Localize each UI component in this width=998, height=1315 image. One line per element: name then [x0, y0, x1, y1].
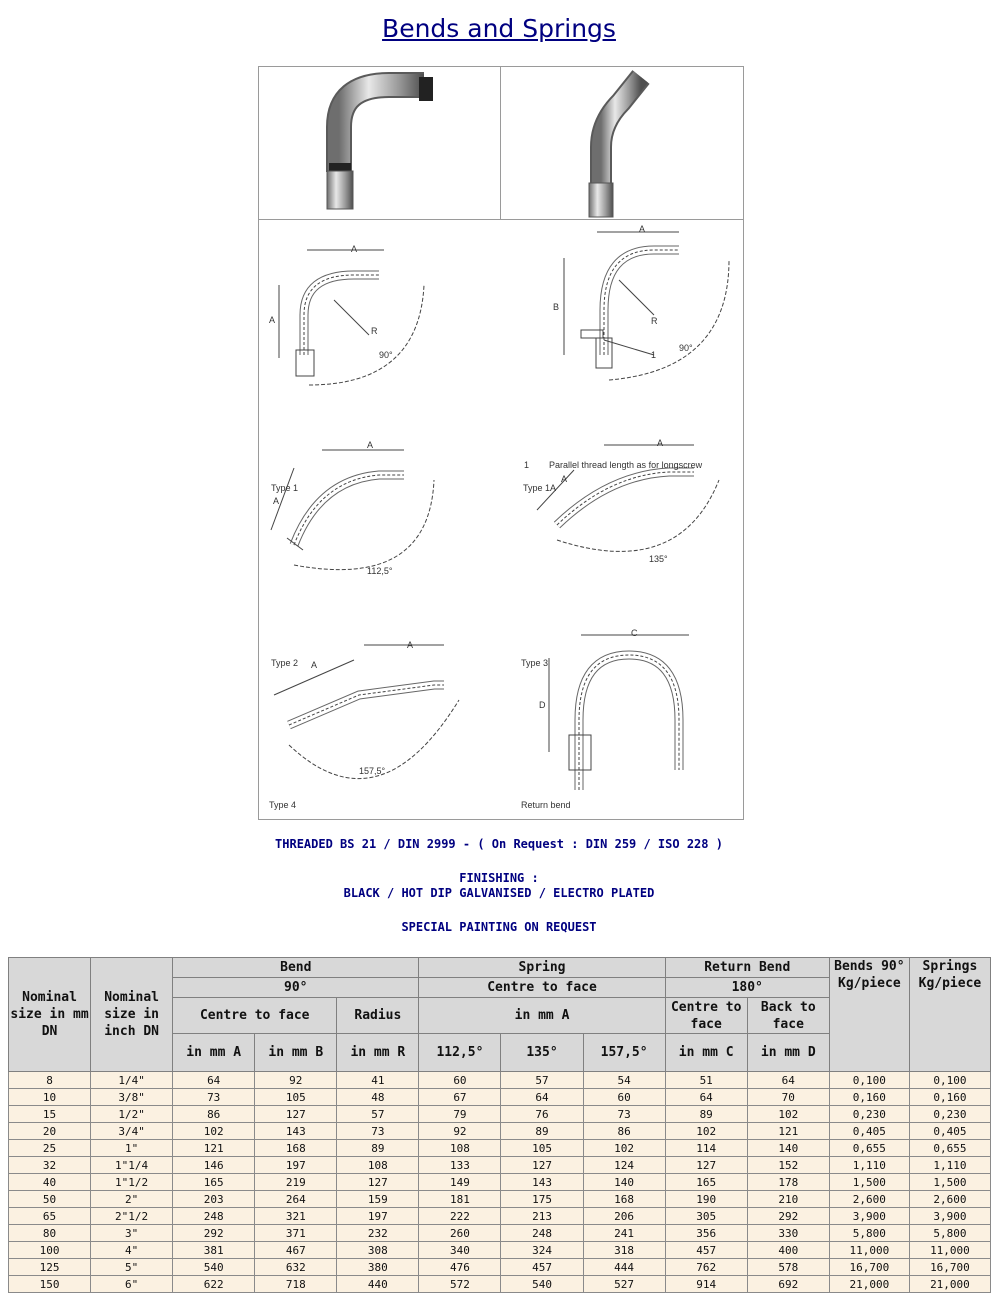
header-nominal-mm: Nominal size in mm DN: [9, 958, 91, 1072]
table-cell: 1/2": [91, 1106, 173, 1123]
table-cell: 0,100: [909, 1072, 990, 1089]
table-cell: 241: [583, 1225, 665, 1242]
table-cell: 11,000: [909, 1242, 990, 1259]
table-cell: 260: [419, 1225, 501, 1242]
table-cell: 3": [91, 1225, 173, 1242]
table-cell: 0,160: [909, 1089, 990, 1106]
table-cell: 168: [255, 1140, 337, 1157]
table-cell: 70: [747, 1089, 829, 1106]
table-cell: 444: [583, 1259, 665, 1276]
dim-label-a: A: [639, 224, 646, 234]
table-cell: 105: [255, 1089, 337, 1106]
table-cell: 57: [501, 1072, 583, 1089]
table-cell: 2": [91, 1191, 173, 1208]
note-text: Parallel thread length as for longscrew: [549, 460, 703, 470]
table-cell: 64: [747, 1072, 829, 1089]
header-bend-angle: 90°: [173, 978, 419, 998]
table-cell: 150: [9, 1276, 91, 1293]
header-in-mm-d: in mm D: [747, 1034, 829, 1072]
table-cell: 578: [747, 1259, 829, 1276]
table-cell: 124: [583, 1157, 665, 1174]
table-row: [9, 1140, 991, 1157]
table-cell: 64: [173, 1072, 255, 1089]
dim-label-a: A: [273, 496, 280, 506]
finishing-options: BLACK / HOT DIP GALVANISED / ELECTRO PLATED: [343, 886, 655, 900]
table-cell: 50: [9, 1191, 91, 1208]
table-cell: 21,000: [909, 1276, 990, 1293]
table-cell: 356: [665, 1225, 747, 1242]
header-angle-112: 112,5°: [419, 1034, 501, 1072]
table-cell: 371: [255, 1225, 337, 1242]
table-cell: 4": [91, 1242, 173, 1259]
table-row: [9, 1242, 991, 1259]
table-cell: 127: [501, 1157, 583, 1174]
table-cell: 3/8": [91, 1089, 173, 1106]
table-cell: 100: [9, 1242, 91, 1259]
table-row: [9, 1225, 991, 1242]
table-cell: 0,405: [909, 1123, 990, 1140]
table-cell: 1/4": [91, 1072, 173, 1089]
table-cell: 1,500: [829, 1174, 909, 1191]
table-cell: 121: [173, 1140, 255, 1157]
table-cell: 190: [665, 1191, 747, 1208]
table-cell: 149: [419, 1174, 501, 1191]
dim-label-a: A: [657, 438, 664, 448]
table-cell: 381: [173, 1242, 255, 1259]
caption-type-1a: Type 1A: [523, 483, 557, 493]
header-springs-weight: Springs Kg/piece: [909, 958, 990, 1072]
dim-label-r: R: [371, 326, 378, 336]
angle-label-112: 112,5°: [367, 566, 393, 576]
table-cell: 127: [255, 1106, 337, 1123]
table-cell: 2,600: [829, 1191, 909, 1208]
table-cell: 440: [337, 1276, 419, 1293]
table-cell: 457: [501, 1259, 583, 1276]
caption-type-2: Type 2: [271, 658, 299, 668]
header-rb-back: Back to face: [747, 998, 829, 1034]
dim-label-a: A: [311, 660, 318, 670]
header-in-mm-c: in mm C: [665, 1034, 747, 1072]
table-cell: 165: [665, 1174, 747, 1191]
table-cell: 108: [419, 1140, 501, 1157]
table-cell: 2"1/2: [91, 1208, 173, 1225]
table-cell: 140: [583, 1174, 665, 1191]
table-cell: 114: [665, 1140, 747, 1157]
table-cell: 89: [665, 1106, 747, 1123]
table-cell: 16,700: [829, 1259, 909, 1276]
table-cell: 0,100: [829, 1072, 909, 1089]
table-cell: 692: [747, 1276, 829, 1293]
table-cell: 41: [337, 1072, 419, 1089]
table-cell: 0,230: [829, 1106, 909, 1123]
table-cell: 140: [747, 1140, 829, 1157]
angle-label-90: 90°: [379, 350, 393, 360]
page-title: Bends and Springs: [382, 14, 616, 43]
table-cell: 57: [337, 1106, 419, 1123]
dim-label-c: C: [631, 628, 638, 638]
table-cell: 0,405: [829, 1123, 909, 1140]
table-row: [9, 1259, 991, 1276]
caption-type-4: Type 4: [269, 800, 297, 810]
table-row: [9, 1191, 991, 1208]
table-cell: 168: [583, 1191, 665, 1208]
table-cell: 67: [419, 1089, 501, 1106]
table-cell: 64: [665, 1089, 747, 1106]
caption-type-1: Type 1: [271, 483, 299, 493]
table-cell: 102: [665, 1123, 747, 1140]
table-cell: 5": [91, 1259, 173, 1276]
dim-label-a: A: [367, 440, 374, 450]
table-cell: 206: [583, 1208, 665, 1225]
bends-figure: [258, 66, 744, 820]
bend-90-photo: [259, 67, 500, 219]
table-cell: 1"1/2: [91, 1174, 173, 1191]
table-cell: 8: [9, 1072, 91, 1089]
table-cell: 197: [337, 1208, 419, 1225]
table-cell: 51: [665, 1072, 747, 1089]
header-angle-135: 135°: [501, 1034, 583, 1072]
finishing-label: FINISHING :: [459, 871, 539, 885]
table-cell: 15: [9, 1106, 91, 1123]
table-cell: 0,655: [909, 1140, 990, 1157]
table-cell: 0,230: [909, 1106, 990, 1123]
table-cell: 125: [9, 1259, 91, 1276]
table-cell: 248: [173, 1208, 255, 1225]
table-cell: 400: [747, 1242, 829, 1259]
table-cell: 476: [419, 1259, 501, 1276]
table-cell: 5,800: [829, 1225, 909, 1242]
table-cell: 143: [501, 1174, 583, 1191]
table-cell: 457: [665, 1242, 747, 1259]
table-cell: 79: [419, 1106, 501, 1123]
header-in-mm-r: in mm R: [337, 1034, 419, 1072]
table-cell: 321: [255, 1208, 337, 1225]
table-cell: 159: [337, 1191, 419, 1208]
table-cell: 1,500: [909, 1174, 990, 1191]
table-cell: 86: [583, 1123, 665, 1140]
spring-135-photo: [501, 67, 743, 219]
table-row: [9, 1208, 991, 1225]
table-cell: 330: [747, 1225, 829, 1242]
table-cell: 175: [501, 1191, 583, 1208]
special-painting: SPECIAL PAINTING ON REQUEST: [401, 920, 597, 934]
table-cell: 340: [419, 1242, 501, 1259]
table-cell: 305: [665, 1208, 747, 1225]
header-in-mm-b: in mm B: [255, 1034, 337, 1072]
table-cell: 32: [9, 1157, 91, 1174]
table-cell: 6": [91, 1276, 173, 1293]
table-cell: 203: [173, 1191, 255, 1208]
table-cell: 105: [501, 1140, 583, 1157]
header-bend: Bend: [173, 958, 419, 978]
table-cell: 178: [747, 1174, 829, 1191]
header-radius: Radius: [337, 998, 419, 1034]
dim-label-a: A: [407, 640, 414, 650]
table-cell: 718: [255, 1276, 337, 1293]
table-cell: 64: [501, 1089, 583, 1106]
table-cell: 318: [583, 1242, 665, 1259]
table-cell: 60: [583, 1089, 665, 1106]
table-row: [9, 1174, 991, 1191]
technical-drawings: [259, 220, 743, 819]
header-in-mm-a: in mm A: [173, 1034, 255, 1072]
table-cell: 21,000: [829, 1276, 909, 1293]
header-spring-in-mm: in mm A: [419, 998, 665, 1034]
table-cell: 11,000: [829, 1242, 909, 1259]
table-cell: 73: [337, 1123, 419, 1140]
table-cell: 165: [173, 1174, 255, 1191]
dim-label-a: A: [351, 244, 358, 254]
table-cell: 219: [255, 1174, 337, 1191]
table-cell: 89: [337, 1140, 419, 1157]
table-cell: 308: [337, 1242, 419, 1259]
table-cell: 232: [337, 1225, 419, 1242]
note-number: 1: [524, 460, 530, 470]
callout-1: 1: [651, 350, 657, 360]
table-cell: 1,110: [909, 1157, 990, 1174]
table-cell: 92: [419, 1123, 501, 1140]
dim-label-b: B: [553, 302, 560, 312]
table-cell: 92: [255, 1072, 337, 1089]
table-cell: 2,600: [909, 1191, 990, 1208]
table-cell: 10: [9, 1089, 91, 1106]
dimensions-table: [8, 957, 991, 1293]
dim-label-d: D: [539, 700, 546, 710]
table-row: [9, 1123, 991, 1140]
table-cell: 1": [91, 1140, 173, 1157]
table-cell: 65: [9, 1208, 91, 1225]
table-cell: 3/4": [91, 1123, 173, 1140]
table-cell: 89: [501, 1123, 583, 1140]
table-row: [9, 1089, 991, 1106]
table-row: [9, 1276, 991, 1293]
header-return-angle: 180°: [665, 978, 829, 998]
table-cell: 127: [665, 1157, 747, 1174]
table-cell: 152: [747, 1157, 829, 1174]
table-cell: 16,700: [909, 1259, 990, 1276]
table-cell: 1"1/4: [91, 1157, 173, 1174]
dim-label-a: A: [269, 315, 276, 325]
table-cell: 86: [173, 1106, 255, 1123]
table-cell: 197: [255, 1157, 337, 1174]
header-centre-to-face: Centre to face: [173, 998, 337, 1034]
table-cell: 0,655: [829, 1140, 909, 1157]
table-cell: 324: [501, 1242, 583, 1259]
dim-label-r: R: [651, 316, 658, 326]
table-cell: 80: [9, 1225, 91, 1242]
header-bends-weight: Bends 90° Kg/piece: [829, 958, 909, 1072]
table-cell: 527: [583, 1276, 665, 1293]
caption-type-3: Type 3: [521, 658, 549, 668]
table-cell: 467: [255, 1242, 337, 1259]
caption-return-bend: Return bend: [521, 800, 571, 810]
table-cell: 5,800: [909, 1225, 990, 1242]
header-angle-157: 157,5°: [583, 1034, 665, 1072]
angle-label-135: 135°: [649, 554, 668, 564]
table-cell: 264: [255, 1191, 337, 1208]
table-cell: 20: [9, 1123, 91, 1140]
table-cell: 292: [747, 1208, 829, 1225]
table-cell: 1,110: [829, 1157, 909, 1174]
header-spring-centre: Centre to face: [419, 978, 665, 998]
threaded-standard: THREADED BS 21 / DIN 2999 - ( On Request : DIN 259 / ISO 228 ): [275, 837, 723, 851]
angle-label-90: 90°: [679, 343, 693, 353]
table-cell: 48: [337, 1089, 419, 1106]
table-cell: 121: [747, 1123, 829, 1140]
table-cell: 102: [747, 1106, 829, 1123]
table-cell: 572: [419, 1276, 501, 1293]
table-row: [9, 1157, 991, 1174]
table-cell: 127: [337, 1174, 419, 1191]
type-diagrams: [259, 220, 743, 819]
header-return-bend: Return Bend: [665, 958, 829, 978]
header-nominal-inch: Nominal size in inch DN: [91, 958, 173, 1072]
table-cell: 25: [9, 1140, 91, 1157]
table-cell: 540: [501, 1276, 583, 1293]
angle-label-157: 157,5°: [359, 766, 386, 776]
table-cell: 210: [747, 1191, 829, 1208]
table-cell: 102: [583, 1140, 665, 1157]
table-cell: 540: [173, 1259, 255, 1276]
table-cell: 73: [583, 1106, 665, 1123]
table-cell: 181: [419, 1191, 501, 1208]
table-cell: 76: [501, 1106, 583, 1123]
table-cell: 54: [583, 1072, 665, 1089]
table-cell: 632: [255, 1259, 337, 1276]
table-cell: 102: [173, 1123, 255, 1140]
table-cell: 622: [173, 1276, 255, 1293]
table-cell: 133: [419, 1157, 501, 1174]
table-cell: 292: [173, 1225, 255, 1242]
table-cell: 108: [337, 1157, 419, 1174]
table-cell: 146: [173, 1157, 255, 1174]
table-cell: 60: [419, 1072, 501, 1089]
table-row: [9, 1072, 991, 1089]
table-cell: 3,900: [829, 1208, 909, 1225]
table-cell: 213: [501, 1208, 583, 1225]
header-spring: Spring: [419, 958, 665, 978]
table-cell: 143: [255, 1123, 337, 1140]
table-cell: 222: [419, 1208, 501, 1225]
table-cell: 40: [9, 1174, 91, 1191]
table-cell: 380: [337, 1259, 419, 1276]
table-cell: 0,160: [829, 1089, 909, 1106]
table-cell: 3,900: [909, 1208, 990, 1225]
table-row: [9, 1106, 991, 1123]
header-rb-centre: Centre to face: [665, 998, 747, 1034]
table-cell: 73: [173, 1089, 255, 1106]
table-cell: 248: [501, 1225, 583, 1242]
table-cell: 762: [665, 1259, 747, 1276]
dim-label-a: A: [561, 474, 568, 484]
product-photos: [259, 67, 743, 220]
table-cell: 914: [665, 1276, 747, 1293]
